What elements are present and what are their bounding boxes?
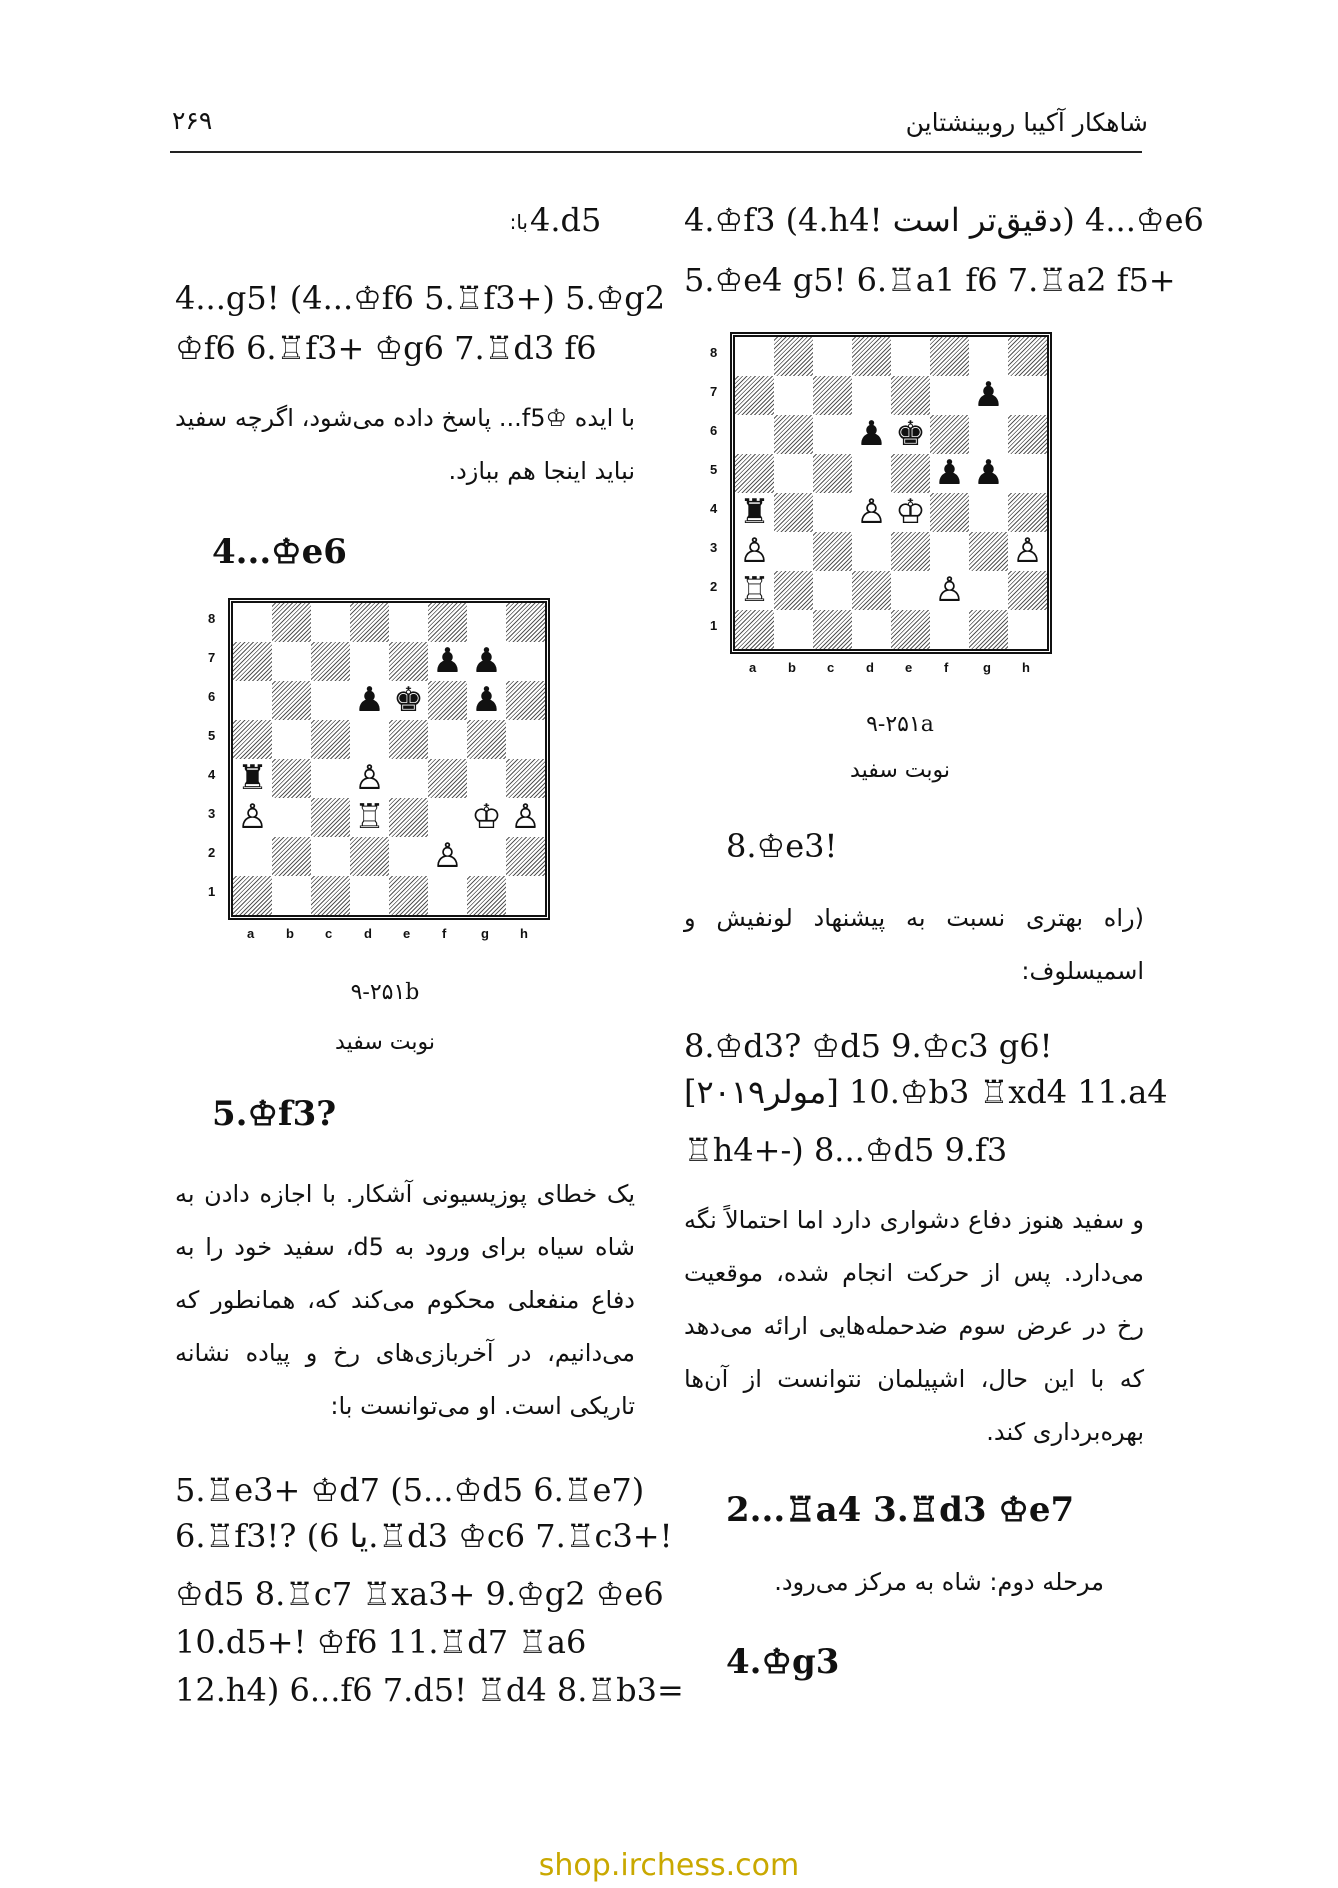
file-label: e: [403, 926, 411, 941]
board-square: [774, 337, 813, 376]
left-move-line-5: ♔d5 8.♖c7 ♖xa3+ 9.♔g2 ♔e6: [175, 1575, 664, 1613]
left-move-line-2: ♔f6 6.♖f3+ ♔g6 7.♖d3 f6: [175, 329, 597, 367]
board-square: [233, 720, 272, 759]
board-square: [233, 603, 272, 642]
board-square: [389, 603, 428, 642]
white-piece-d4: ♙: [852, 493, 891, 532]
board-square: [852, 610, 891, 649]
board-square: [311, 759, 350, 798]
board-square: [350, 837, 389, 876]
board-square: [813, 337, 852, 376]
black-piece-a4: ♜: [233, 759, 272, 798]
left-paragraph-1: با ایده ♔f5... پاسخ داده می‌شود، اگرچه سفید نباید اینجا هم ببازد.: [175, 404, 636, 485]
diagram-b-label: ۹-۲۵۱b: [350, 980, 420, 1005]
rank-label: 3: [710, 540, 718, 555]
left-intro-move: 4.d5: [530, 201, 602, 239]
diagram-b-turn: نوبت سفید: [335, 1030, 435, 1055]
board-square: [467, 759, 506, 798]
board-square: [969, 337, 1008, 376]
board-square: [428, 798, 467, 837]
black-piece-d6: ♟: [852, 415, 891, 454]
file-label: d: [866, 660, 874, 675]
board-square: [506, 759, 545, 798]
board-square: [428, 876, 467, 915]
board-square: [852, 532, 891, 571]
board-square: [774, 493, 813, 532]
board-square: [735, 454, 774, 493]
page-number: ۲۶۹: [172, 106, 213, 135]
board-square: [774, 376, 813, 415]
right-paragraph-2: و سفید هنوز دفاع دشواری دارد اما احتمالاً نگه می‌دارد. پس از حرکت انجام شده، موقعیت رخ در عرض سوم ضدحمله‌هایی ارائه می‌دهد که با این حال، اشپیلمان نتوانست از آن‌ها بهره‌برداری کند.: [684, 1206, 1144, 1446]
board-square: [969, 415, 1008, 454]
board-square: [930, 337, 969, 376]
left-heading-2: 5.♔f3?: [212, 1094, 337, 1134]
file-label: g: [481, 926, 489, 941]
board-square: [813, 571, 852, 610]
board-square: [350, 603, 389, 642]
board-square: [891, 454, 930, 493]
board-square: [272, 681, 311, 720]
black-piece-a4: ♜: [735, 493, 774, 532]
rank-label: 4: [710, 501, 718, 516]
board-square: [813, 454, 852, 493]
board-square: [389, 759, 428, 798]
black-piece-f5: ♟: [930, 454, 969, 493]
board-square: [311, 681, 350, 720]
board-square: [350, 720, 389, 759]
file-label: d: [364, 926, 372, 941]
board-square: [350, 876, 389, 915]
file-label: c: [827, 660, 835, 675]
board-square: [930, 610, 969, 649]
board-square: [735, 415, 774, 454]
board-square: [813, 376, 852, 415]
white-piece-a2: ♖: [735, 571, 774, 610]
board-square: [813, 493, 852, 532]
board-square: [735, 376, 774, 415]
black-piece-g6: ♟: [467, 681, 506, 720]
board-square: [1008, 493, 1047, 532]
board-square: [774, 454, 813, 493]
board-square: [852, 337, 891, 376]
white-piece-a3: ♙: [735, 532, 774, 571]
rank-label: 8: [710, 345, 718, 360]
board-square: [735, 337, 774, 376]
board-square: [1008, 454, 1047, 493]
board-square: [467, 837, 506, 876]
right-move-line-4: [مولر۲۰۱۹] 10.♔b3 ♖xd4 11.a4: [684, 1073, 1168, 1111]
chessboard: [228, 598, 550, 920]
board-square: [1008, 337, 1047, 376]
board-square: [467, 720, 506, 759]
rank-label: 3: [208, 806, 216, 821]
file-label: a: [749, 660, 757, 675]
board-square: [272, 798, 311, 837]
board-square: [891, 376, 930, 415]
right-move-line-3: 8.♔d3? ♔d5 9.♔c3 g6!: [684, 1027, 1053, 1065]
rank-label: 6: [710, 423, 718, 438]
board-square: [506, 681, 545, 720]
rank-label: 2: [208, 845, 216, 860]
right-move-line-2: 5.♔e4 g5! 6.♖a1 f6 7.♖a2 f5+: [684, 261, 1176, 299]
rank-label: 7: [208, 650, 216, 665]
left-paragraph-2: یک خطای پوزیسیونی آشکار. با اجازه دادن به شاه سیاه برای ورود به d5، سفید خود را به دفاع منفعلی محکوم می‌کند که، همانطور که می‌دانیم، در آخربازی‌های رخ و پیاده نشانه تاریکی است. او می‌توانست با:: [175, 1180, 636, 1420]
rank-label: 1: [208, 884, 216, 899]
board-square: [428, 720, 467, 759]
rank-label: 5: [208, 728, 216, 743]
board-square: [428, 681, 467, 720]
right-paragraph-1: (راه بهتری نسبت به پیشنهاد لونفیش و اسمیسلوف:: [684, 904, 1144, 985]
board-square: [813, 532, 852, 571]
diagram-a-label: ۹-۲۵۱a: [866, 712, 934, 737]
rank-label: 5: [710, 462, 718, 477]
board-square: [311, 603, 350, 642]
chessboard: [730, 332, 1052, 654]
left-move-line-3: 5.♖e3+ ♔d7 (5...♔d5 6.♖e7): [175, 1471, 645, 1509]
board-square: [467, 876, 506, 915]
board-square: [930, 376, 969, 415]
header-divider: [170, 151, 1142, 153]
board-square: [506, 837, 545, 876]
board-square: [272, 876, 311, 915]
left-move-line-4: 6.♖f3!? (یا 6.♖d3 ♔c6 7.♖c3+!: [175, 1517, 673, 1555]
board-square: [272, 720, 311, 759]
board-square: [233, 837, 272, 876]
board-square: [272, 642, 311, 681]
board-square: [428, 603, 467, 642]
board-square: [969, 571, 1008, 610]
left-intro-word: با:: [509, 210, 528, 234]
board-square: [969, 532, 1008, 571]
book-title: شاهکار آکیبا روبینشتاین: [905, 108, 1148, 137]
board-square: [506, 876, 545, 915]
right-paragraph-3: مرحله دوم: شاه به مرکز می‌رود.: [774, 1568, 1104, 1596]
black-piece-g5: ♟: [969, 454, 1008, 493]
rank-label: 2: [710, 579, 718, 594]
board-square: [350, 642, 389, 681]
board-square: [774, 610, 813, 649]
board-square: [852, 571, 891, 610]
board-square: [969, 493, 1008, 532]
board-square: [389, 876, 428, 915]
board-square: [1008, 571, 1047, 610]
file-label: h: [1022, 660, 1030, 675]
board-square: [852, 454, 891, 493]
black-piece-f7: ♟: [428, 642, 467, 681]
rank-label: 6: [208, 689, 216, 704]
board-square: [506, 603, 545, 642]
left-move-line-1: 4...g5! (4...♔f6 5.♖f3+) 5.♔g2: [175, 279, 666, 317]
board-square: [774, 532, 813, 571]
board-square: [891, 610, 930, 649]
board-square: [272, 759, 311, 798]
board-square: [311, 642, 350, 681]
board-square: [233, 681, 272, 720]
white-piece-g3: ♔: [467, 798, 506, 837]
board-square: [506, 642, 545, 681]
board-square: [1008, 376, 1047, 415]
left-move-line-7: 12.h4) 6...f6 7.d5! ♖d4 8.♖b3=: [175, 1671, 684, 1709]
board-square: [735, 610, 774, 649]
board-square: [891, 337, 930, 376]
board-square: [311, 876, 350, 915]
file-label: g: [983, 660, 991, 675]
black-piece-e6: ♚: [389, 681, 428, 720]
board-square: [1008, 610, 1047, 649]
right-move-line-5: ♖h4+-) 8...♔d5 9.f3: [684, 1131, 1008, 1169]
file-label: c: [325, 926, 333, 941]
board-square: [389, 798, 428, 837]
board-square: [428, 759, 467, 798]
black-piece-d6: ♟: [350, 681, 389, 720]
board-square: [233, 642, 272, 681]
rank-label: 7: [710, 384, 718, 399]
white-piece-e4: ♔: [891, 493, 930, 532]
board-square: [813, 610, 852, 649]
right-move-heading: 2...♖a4 3.♖d3 ♔e7: [726, 1490, 1075, 1530]
board-square: [272, 837, 311, 876]
board-square: [506, 720, 545, 759]
board-square: [774, 571, 813, 610]
white-piece-a3: ♙: [233, 798, 272, 837]
board-square: [233, 876, 272, 915]
board-square: [930, 415, 969, 454]
board-square: [311, 837, 350, 876]
diagram-a-turn: نوبت سفید: [850, 758, 950, 783]
board-square: [311, 720, 350, 759]
file-label: f: [944, 660, 949, 675]
board-square: [272, 603, 311, 642]
right-move-final: 4.♔g3: [726, 1642, 840, 1682]
left-heading-1: 4...♔e6: [212, 532, 347, 572]
board-square: [813, 415, 852, 454]
black-piece-g7: ♟: [467, 642, 506, 681]
black-piece-e6: ♚: [891, 415, 930, 454]
white-piece-f2: ♙: [428, 837, 467, 876]
right-move-line-1: 4.♔f3 (4.h4! دقیق‌تر است) 4...♔e6: [684, 201, 1204, 239]
board-square: [852, 376, 891, 415]
file-label: f: [442, 926, 447, 941]
white-piece-d4: ♙: [350, 759, 389, 798]
file-label: e: [905, 660, 913, 675]
rank-label: 8: [208, 611, 216, 626]
file-label: h: [520, 926, 528, 941]
board-square: [969, 610, 1008, 649]
board-square: [930, 532, 969, 571]
board-square: [389, 720, 428, 759]
white-piece-h3: ♙: [506, 798, 545, 837]
board-square: [311, 798, 350, 837]
left-move-line-6: 10.d5+! ♔f6 11.♖d7 ♖a6: [175, 1623, 587, 1661]
white-piece-d3: ♖: [350, 798, 389, 837]
board-square: [930, 493, 969, 532]
board-square: [1008, 415, 1047, 454]
black-piece-g7: ♟: [969, 376, 1008, 415]
white-piece-f2: ♙: [930, 571, 969, 610]
board-square: [467, 603, 506, 642]
board-square: [389, 642, 428, 681]
board-square: [389, 837, 428, 876]
right-move-8: 8.♔e3!: [726, 827, 838, 865]
rank-label: 4: [208, 767, 216, 782]
file-label: a: [247, 926, 255, 941]
file-label: b: [286, 926, 294, 941]
board-square: [891, 532, 930, 571]
rank-label: 1: [710, 618, 718, 633]
file-label: b: [788, 660, 796, 675]
footer-url[interactable]: shop.irchess.com: [538, 1848, 800, 1883]
board-square: [774, 415, 813, 454]
board-square: [891, 571, 930, 610]
white-piece-h3: ♙: [1008, 532, 1047, 571]
